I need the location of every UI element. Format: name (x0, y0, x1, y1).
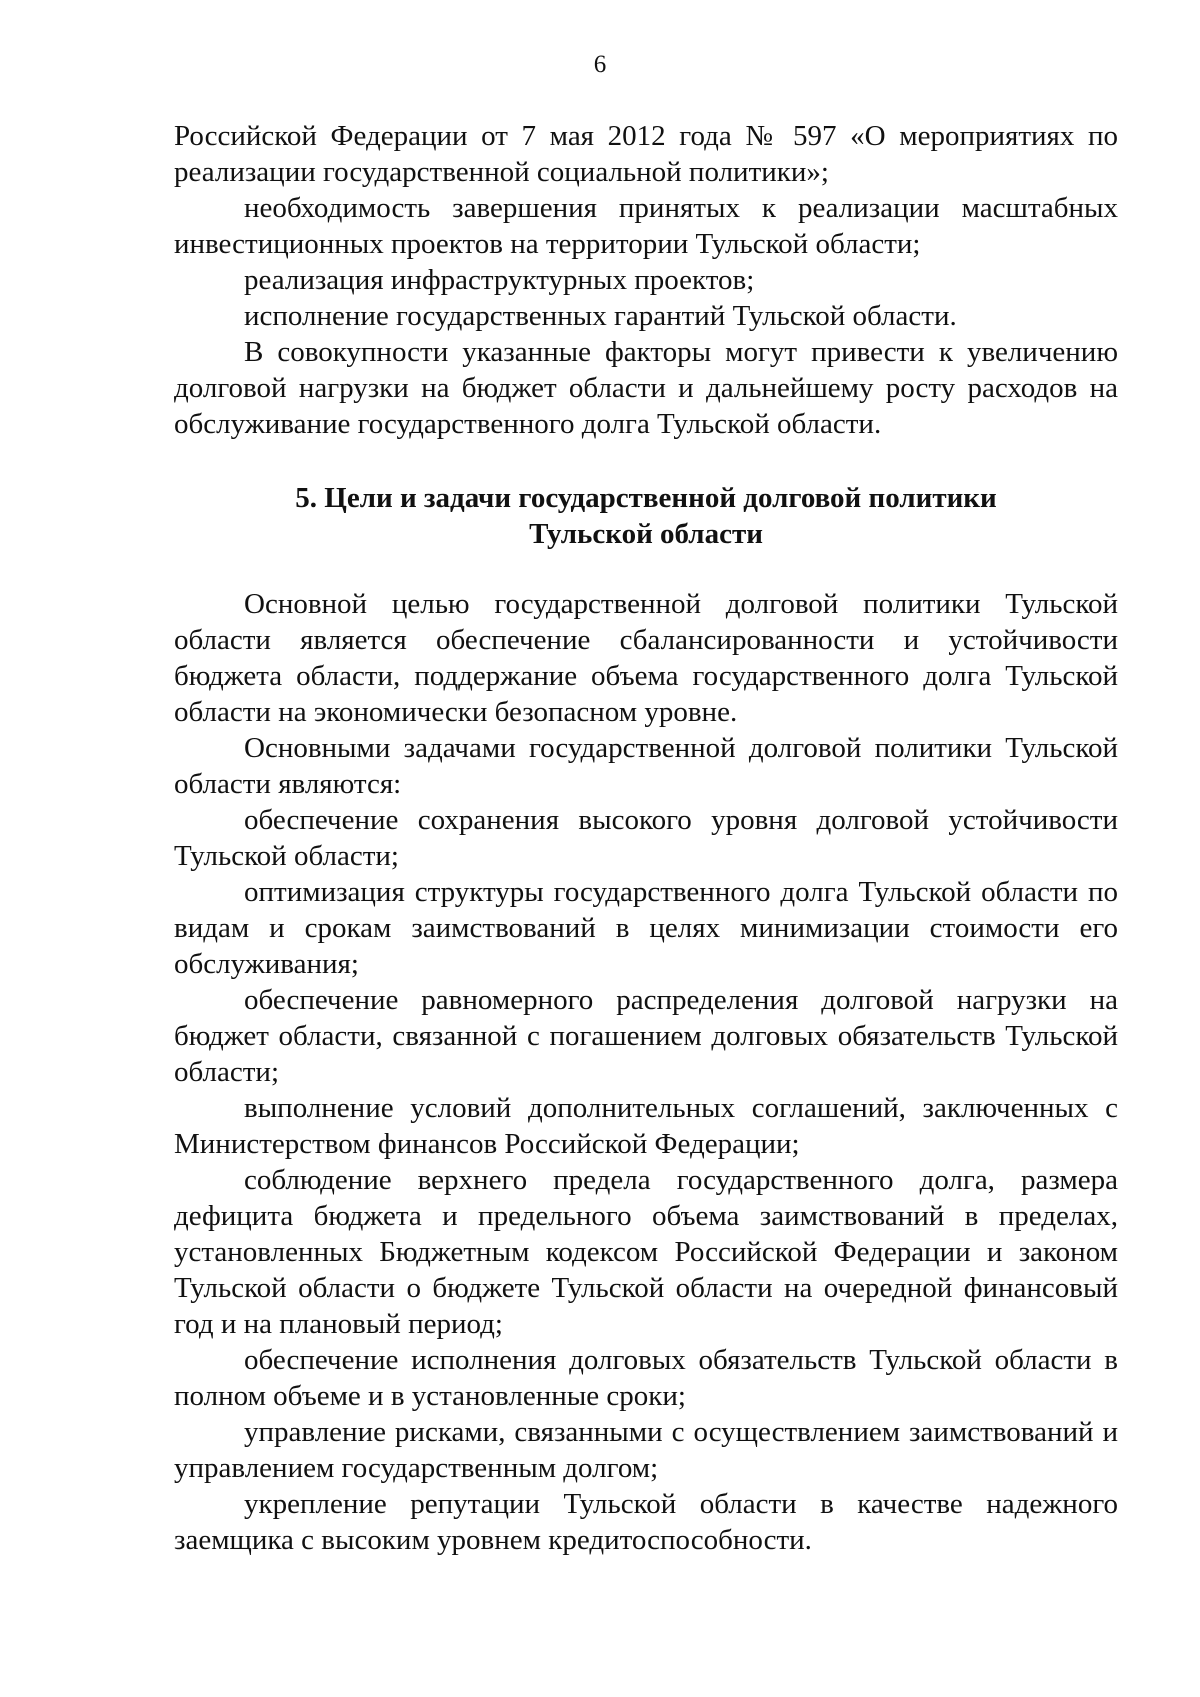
paragraph: Основной целью государственной долговой политики Тульской области является обеспечение сбалансированности и устойчивости бюджета области, поддержание объема государственного долга Тульской области на экономически безопасном уровне. (174, 588, 1118, 728)
document-body (174, 118, 1118, 1558)
list-item: укрепление репутации Тульской области в качестве надежного заемщика с высоким уровнем кредитоспособности. (174, 1488, 1118, 1556)
list-item: оптимизация структуры государственного долга Тульской области по видам и срокам заимствований в целях минимизации стоимости его обслуживания; (174, 876, 1118, 980)
paragraph: Российской Федерации от 7 мая 2012 года № 597 «О мероприятиях по реализации государственной социальной политики»; (174, 120, 1118, 188)
list-item: обеспечение сохранения высокого уровня долговой устойчивости Тульской области; (174, 804, 1118, 872)
list-item: обеспечение равномерного распределения долговой нагрузки на бюджет области, связанной с погашением долговых обязательств Тульской области; (174, 984, 1118, 1088)
paragraph: Основными задачами государственной долговой политики Тульской области являются: (174, 732, 1118, 800)
section-heading-line: 5. Цели и задачи государственной долговой политики (295, 482, 997, 514)
section-heading (174, 480, 1118, 552)
list-item: соблюдение верхнего предела государственного долга, размера дефицита бюджета и предельного объема заимствований в пределах, установленных Бюджетным кодексом Российской Федерации и законом Тульской области о бюджете Тульской области на очередной финансовый год и на плановый период; (174, 1164, 1118, 1340)
list-item: обеспечение исполнения долговых обязательств Тульской области в полном объеме и в установленные сроки; (174, 1344, 1118, 1412)
page-number: 6 (593, 51, 607, 78)
list-item: выполнение условий дополнительных соглашений, заключенных с Министерством финансов Российской Федерации; (174, 1092, 1118, 1160)
paragraph: необходимость завершения принятых к реализации масштабных инвестиционных проектов на территории Тульской области; (174, 192, 1118, 260)
list-item: управление рисками, связанными с осуществлением заимствований и управлением государственным долгом; (174, 1416, 1118, 1484)
paragraph: реализация инфраструктурных проектов; (244, 264, 755, 296)
section-heading-line: Тульской области (529, 518, 763, 550)
paragraph: В совокупности указанные факторы могут привести к увеличению долговой нагрузки на бюджет области и дальнейшему росту расходов на обслуживание государственного долга Тульской области. (174, 336, 1118, 440)
paragraph: исполнение государственных гарантий Тульской области. (244, 300, 957, 332)
